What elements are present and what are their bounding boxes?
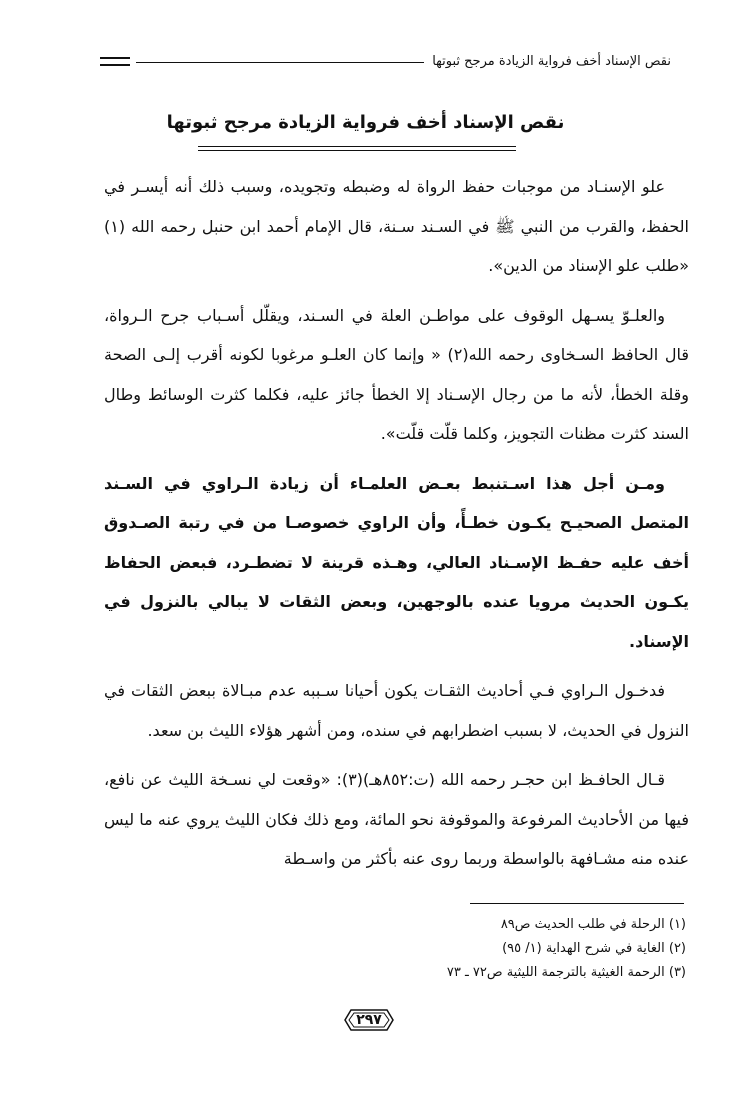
paragraph: ومـن أجل هذا اسـتنبط بعـض العلمـاء أن زيادة الـراوي في السـند المتصل الصحيـح يكـون خطـأً، وأن الراوي خصوصـا من في رتبة الصـدوق أخف عليه حفـظ الإسـناد العالي، وهـذه قرينة لا تضطـرد، فبعض الحفاظ يكـون الحديث مرويا عنده بالوجهين، وبعض الثقات لا يبالي بالنزول في الإسناد. (104, 473, 689, 651)
footnotes (200, 913, 686, 985)
page-number-text: ٢٩٧ (356, 1012, 382, 1028)
running-title: نقص الإسناد أخف فرواية الزيادة مرجح ثبوتها (432, 53, 671, 69)
paragraph: علو الإسنـاد من موجبات حفظ الرواة له وضبطه وتجويده، وسبب ذلك أنه أيسـر في الحفظ، والقرب من النبي ﷺ في السـند سـنة، قال الإمام أحمد ابن حنبل رحمه الله (١) «طلب علو الإسناد من الدين». (104, 177, 689, 275)
footnote: (٣) الرحمة الغيثية بالترجمة الليثية ص٧٢ ـ ٧٣ (446, 965, 686, 980)
footnote-separator (470, 903, 684, 904)
footnote: (٢) الغاية في شرح الهداية (١/ ٩٥) (502, 941, 686, 956)
paragraph: فدخـول الـراوي فـي أحاديث الثقـات يكون أحيانا سـببه عدم مبـالاة ببعض الثقات في النزول في الحديث، لا بسبب اضطرابهم في سنده، ومن أشهر هؤلاء الليث بن سعد. (104, 681, 689, 740)
body-text (104, 167, 689, 889)
paragraph: والعلـوّ يسـهل الوقوف على مواطـن العلة في السـند، ويقلّل أسـباب جرح الـرواة، قال الحافظ السـخاوى رحمه الله(٢) « وإنما كان العلـو مرغوبا لكونه أقرب إلـى الصحة وقلة الخطأ، لأنه ما من رجال الإسـناد إلا الخطأ جائز عليه، فكلما كثرت الوسائط وطال السند كثرت مظنات التجويز، وكلما قلّت قلّت». (104, 305, 689, 443)
running-header (100, 50, 671, 72)
header-rule (136, 62, 424, 63)
footnote: (١) الرحلة في طلب الحديث ص٨٩ (500, 917, 686, 932)
paragraph: قـال الحافـظ ابن حجـر رحمه الله (ت:٨٥٢هـ)(٣): «وقعت لي نسـخة الليث عن نافع، فيها من الأحاديث المرفوعة والموقوفة نحو المائة، ومع ذلك فكان الليث يروي عنه ما ليس عنده منه مشـافهة بالواسطة وربما روى عنه بأكثر من واسـطة (104, 770, 689, 868)
page-number (343, 1008, 395, 1032)
section-heading: نقص الإسناد أخف فرواية الزيادة مرجح ثبوتها (166, 112, 565, 133)
header-ornament (100, 57, 130, 66)
heading-underline (198, 146, 516, 151)
